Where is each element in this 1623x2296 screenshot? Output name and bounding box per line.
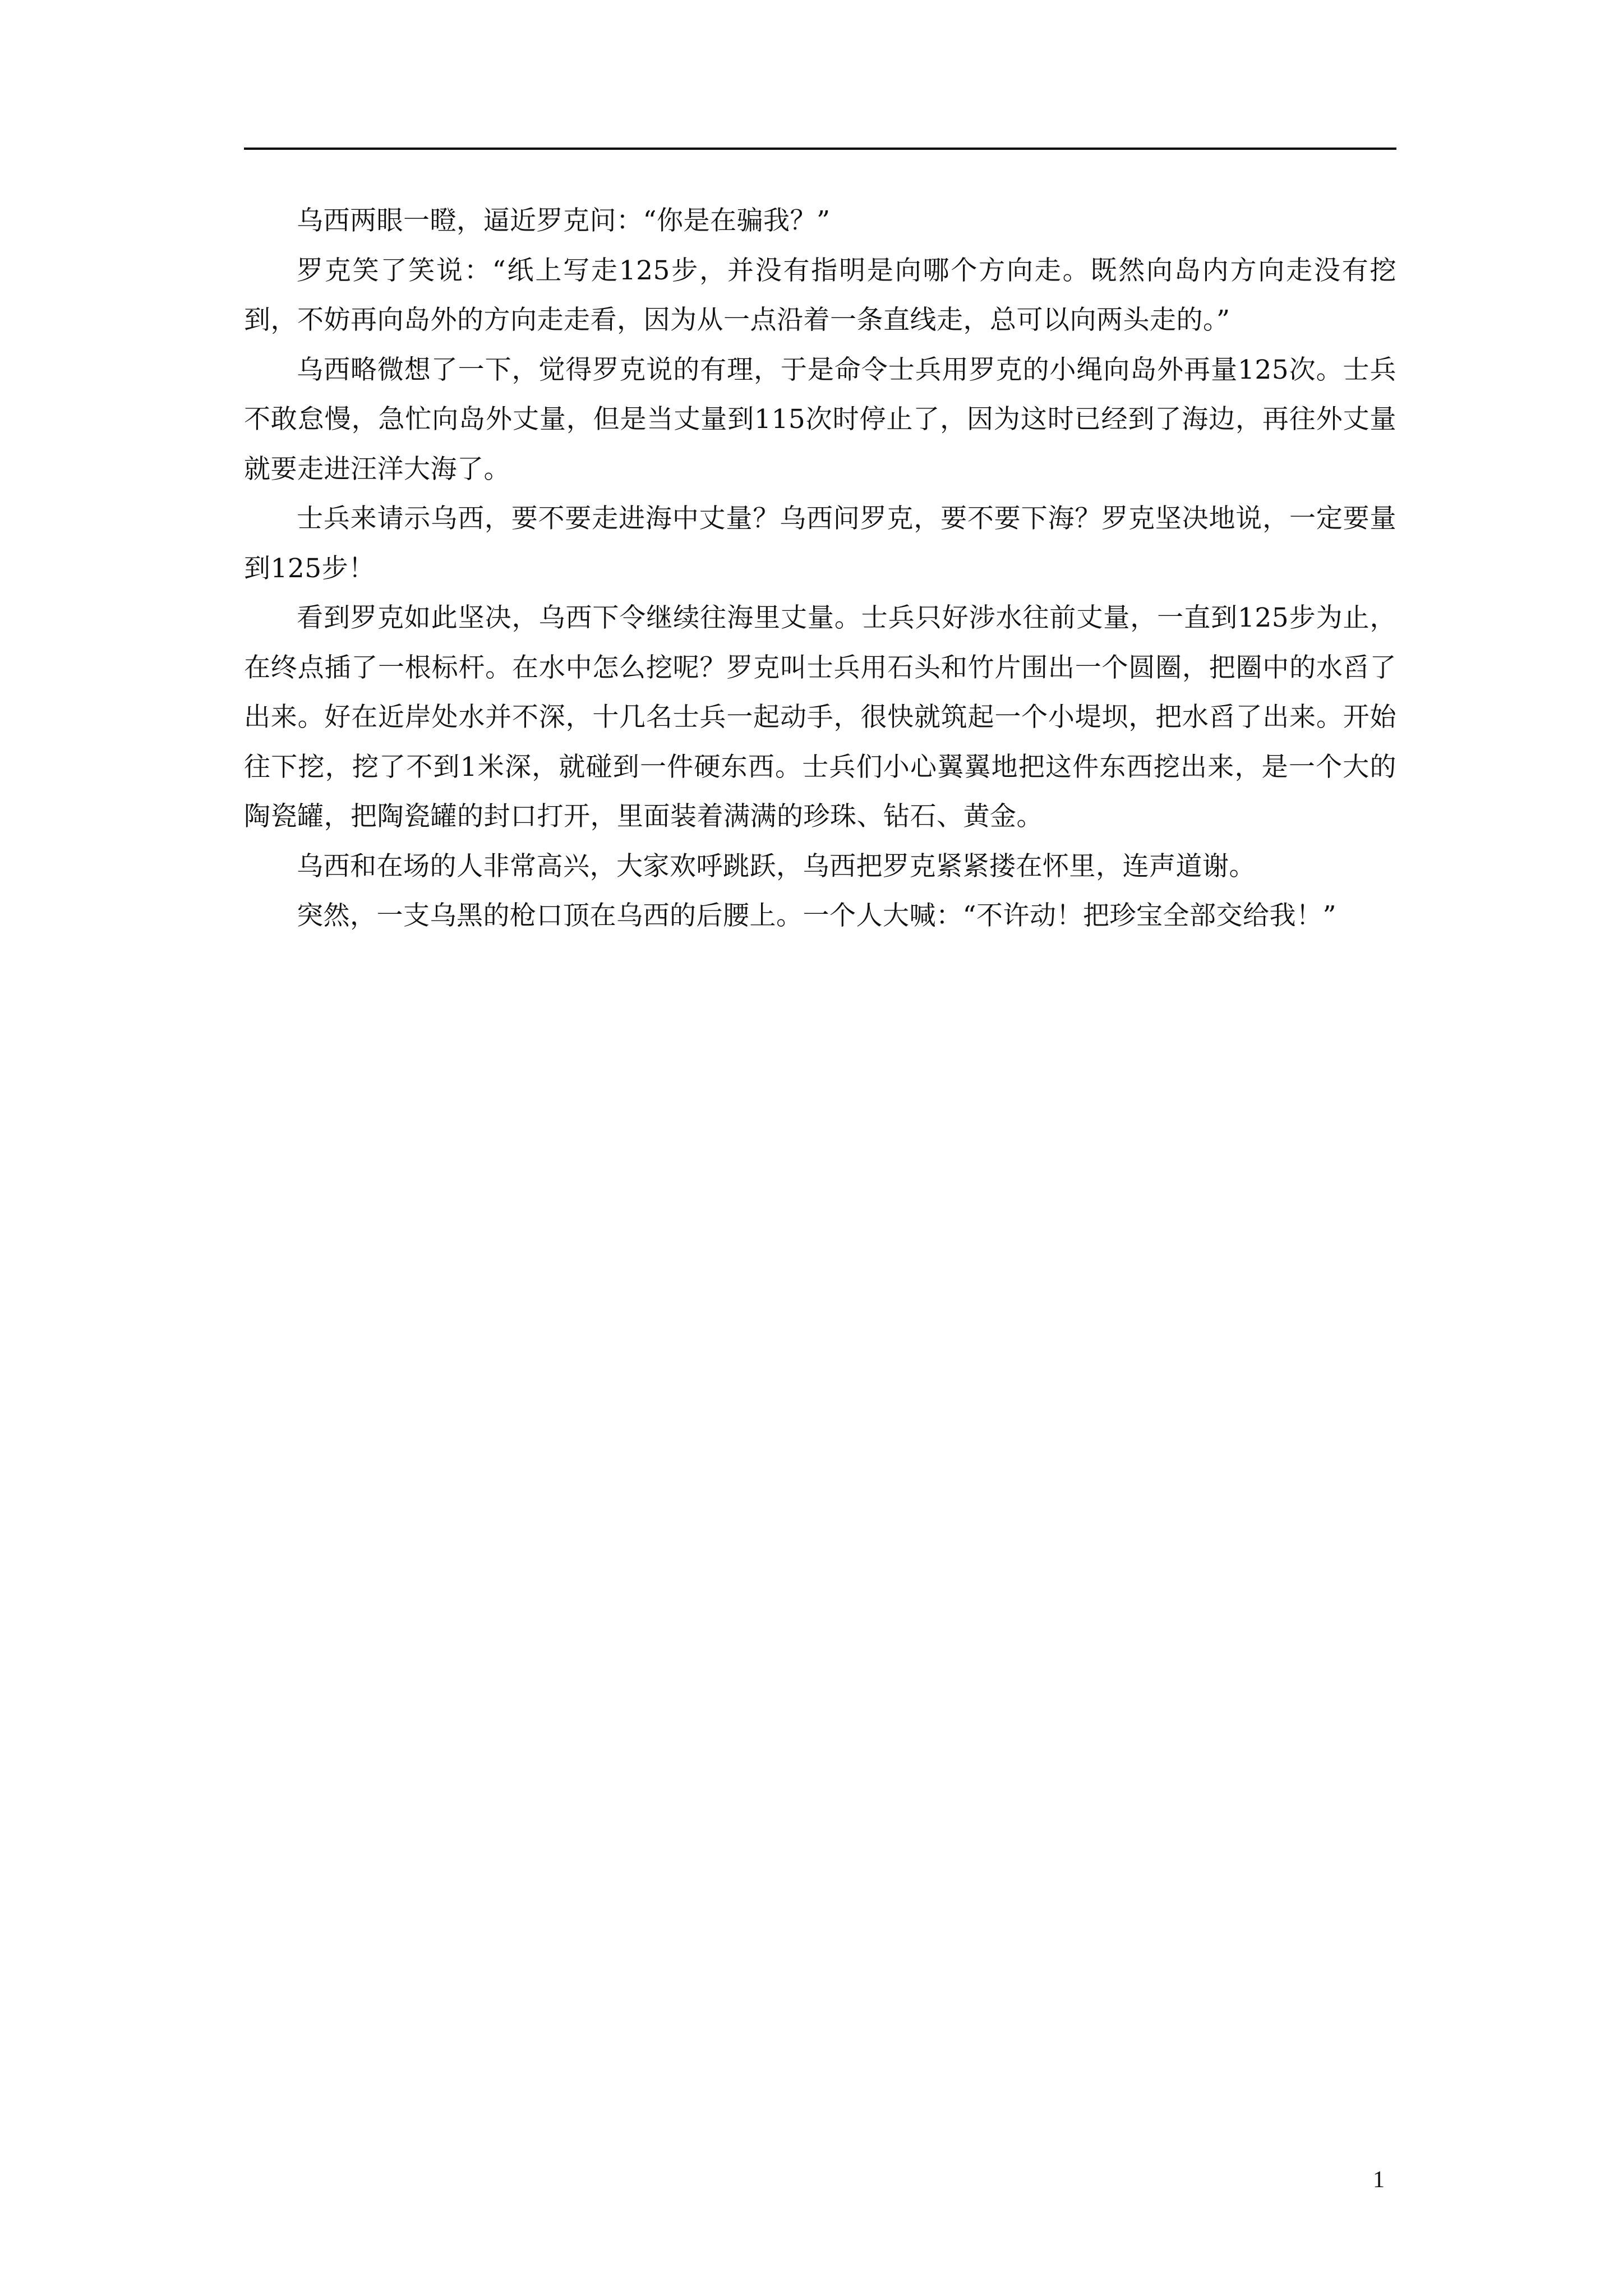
document-body: [244, 196, 1396, 941]
header-rule: [244, 148, 1396, 150]
paragraph: 突然，一支乌黑的枪口顶在乌西的后腰上。一个人大喊：“不许动！把珍宝全部交给我！”: [297, 900, 1337, 931]
paragraph: 看到罗克如此坚决，乌西下令继续往海里丈量。士兵只好涉水往前丈量，一直到125步为止，在终点插了一根标杆。在水中怎么挖呢？罗克叫士兵用石头和竹片围出一个圆圈，把圈中的水舀了出来。好在近岸处水并不深，十几名士兵一起动手，很快就筑起一个小堤坝，把水舀了出来。开始往下挖，挖了不到1米深，就碰到一件硬东西。士兵们小心翼翼地把这件东西挖出来，是一个大的陶瓷罐，把陶瓷罐的封口打开，里面装着满满的珍珠、钻石、黄金。: [244, 602, 1396, 832]
paragraph: 士兵来请示乌西，要不要走进海中丈量？乌西问罗克，要不要下海？罗克坚决地说，一定要量到125步！: [244, 503, 1396, 584]
paragraph: 乌西和在场的人非常高兴，大家欢呼跳跃，乌西把罗克紧紧搂在怀里，连声道谢。: [297, 850, 1256, 882]
paragraph: 罗克笑了笑说：“纸上写走125步，并没有指明是向哪个方向走。既然向岛内方向走没有挖到，不妨再向岛外的方向走走看，因为从一点沿着一条直线走，总可以向两头走的。”: [244, 255, 1396, 335]
paragraph: 乌西两眼一瞪，逼近罗克问：“你是在骗我？”: [297, 205, 831, 236]
page-number: 1: [1373, 2167, 1385, 2193]
paragraph: 乌西略微想了一下，觉得罗克说的有理，于是命令士兵用罗克的小绳向岛外再量125次。士兵不敢怠慢，急忙向岛外丈量，但是当丈量到115次时停止了，因为这时已经到了海边，再往外丈量就要走进汪洋大海了。: [244, 354, 1396, 485]
